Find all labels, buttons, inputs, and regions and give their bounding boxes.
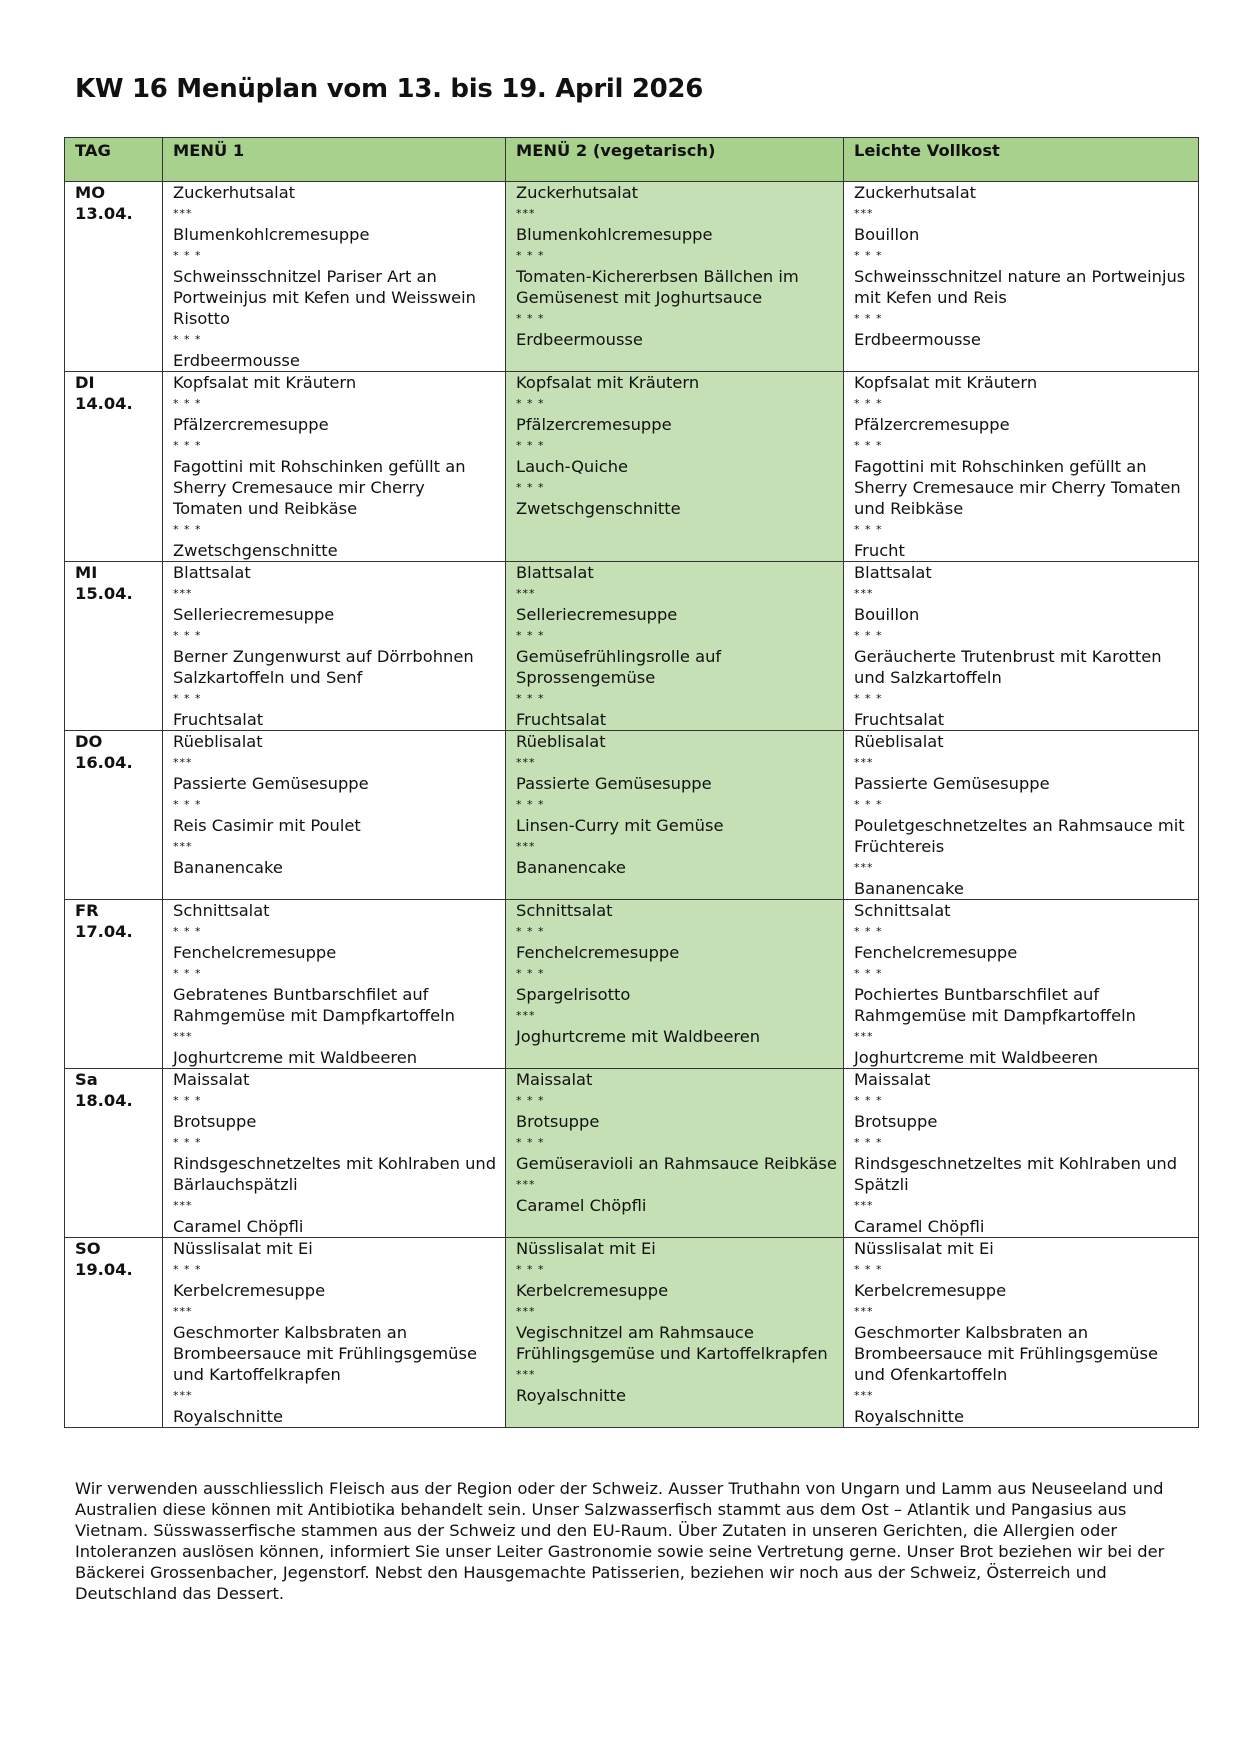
course-separator: ***: [854, 1305, 874, 1318]
day-date: 17.04.: [75, 922, 133, 941]
course-item: Zuckerhutsalat: [516, 183, 639, 202]
course-separator: * * *: [854, 925, 883, 938]
course-item: Pfälzercremesuppe: [854, 415, 1010, 434]
day-cell: [65, 1069, 163, 1238]
course-separator: * * *: [516, 397, 545, 410]
course-item: Selleriecremesuppe: [173, 605, 335, 624]
course-separator: * * *: [173, 798, 202, 811]
day-date: 14.04.: [75, 394, 133, 413]
course-separator: * * *: [516, 1136, 545, 1149]
course-item: Fagottini mit Rohschinken gefüllt an Sherry Cremesauce mir Cherry Tomaten und Reibkäse: [173, 457, 466, 518]
course-item: Zwetschgenschnitte: [173, 541, 338, 560]
course-item: Rüeblisalat: [516, 732, 606, 751]
course-item: Royalschnitte: [854, 1407, 965, 1426]
menu-cell-menu1: [163, 900, 506, 1069]
course-separator: ***: [516, 207, 536, 220]
day-date: 13.04.: [75, 204, 133, 223]
course-separator: ***: [854, 1030, 874, 1043]
course-separator: * * *: [854, 1094, 883, 1107]
course-item: Schnittsalat: [173, 901, 270, 920]
course-separator: ***: [516, 1368, 536, 1381]
menu-cell-light: [844, 900, 1199, 1069]
course-separator: * * *: [516, 967, 545, 980]
course-item: Zuckerhutsalat: [854, 183, 977, 202]
course-item: Passierte Gemüsesuppe: [516, 774, 712, 793]
header-menu2: MENÜ 2 (vegetarisch): [506, 138, 844, 182]
menu-body: [65, 182, 1199, 1428]
course-separator: ***: [516, 1305, 536, 1318]
course-separator: ***: [854, 1389, 874, 1402]
course-item: Pfälzercremesuppe: [173, 415, 329, 434]
course-item: Nüsslisalat mit Ei: [173, 1239, 313, 1258]
course-item: Schnittsalat: [516, 901, 613, 920]
course-separator: * * *: [854, 312, 883, 325]
course-separator: * * *: [854, 1263, 883, 1276]
course-item: Bouillon: [854, 605, 920, 624]
course-separator: * * *: [173, 439, 202, 452]
menu-cell-menu2: [506, 731, 844, 900]
course-separator: * * *: [173, 925, 202, 938]
course-separator: * * *: [854, 629, 883, 642]
course-separator: * * *: [173, 1263, 202, 1276]
course-item: Schweinsschnitzel nature an Portweinjus mit Kefen und Reis: [854, 267, 1186, 307]
course-separator: * * *: [516, 312, 545, 325]
course-item: Zwetschgenschnitte: [516, 499, 681, 518]
course-item: Bananencake: [516, 858, 626, 877]
course-item: Royalschnitte: [173, 1407, 284, 1426]
course-item: Brotsuppe: [516, 1112, 600, 1131]
menu-cell-menu2: [506, 372, 844, 562]
course-item: Berner Zungenwurst auf Dörrbohnen Salzkartoffeln und Senf: [173, 647, 474, 687]
course-item: Fenchelcremesuppe: [173, 943, 337, 962]
course-item: Maissalat: [516, 1070, 593, 1089]
course-separator: ***: [173, 1030, 193, 1043]
course-separator: * * *: [516, 1094, 545, 1107]
course-item: Blattsalat: [854, 563, 932, 582]
course-item: Kopfsalat mit Kräutern: [173, 373, 357, 392]
course-item: Erdbeermousse: [854, 330, 981, 349]
header-tag: TAG: [65, 138, 163, 182]
course-separator: ***: [173, 756, 193, 769]
header-row: [65, 138, 1199, 182]
menu-cell-menu1: [163, 372, 506, 562]
course-item: Gemüseravioli an Rahmsauce Reibkäse: [516, 1154, 837, 1173]
menu-cell-menu1: [163, 731, 506, 900]
course-separator: * * *: [173, 967, 202, 980]
course-item: Kerbelcremesuppe: [516, 1281, 669, 1300]
day-row: [65, 731, 1199, 900]
course-separator: ***: [173, 1389, 193, 1402]
menu-cell-light: [844, 562, 1199, 731]
course-item: Blumenkohlcremesuppe: [516, 225, 713, 244]
day-cell: [65, 1238, 163, 1428]
day-name: MO: [75, 183, 106, 202]
menu-cell-menu1: [163, 562, 506, 731]
course-item: Joghurtcreme mit Waldbeeren: [173, 1048, 418, 1067]
menu-cell-menu2: [506, 182, 844, 372]
course-separator: ***: [516, 1009, 536, 1022]
day-cell: [65, 372, 163, 562]
course-separator: ***: [516, 840, 536, 853]
course-item: Gemüsefrühlingsrolle auf Sprossengemüse: [516, 647, 722, 687]
course-separator: ***: [173, 1305, 193, 1318]
course-separator: ***: [516, 1178, 536, 1191]
menu-cell-light: [844, 1238, 1199, 1428]
course-item: Joghurtcreme mit Waldbeeren: [854, 1048, 1099, 1067]
course-item: Tomaten-Kichererbsen Bällchen im Gemüsenest mit Joghurtsauce: [516, 267, 799, 307]
course-item: Kerbelcremesuppe: [173, 1281, 326, 1300]
course-separator: * * *: [854, 439, 883, 452]
course-item: Geschmorter Kalbsbraten an Brombeersauce mit Frühlingsgemüse und Ofenkartoffeln: [854, 1323, 1158, 1384]
course-item: Fruchtsalat: [173, 710, 264, 729]
course-item: Fenchelcremesuppe: [854, 943, 1018, 962]
menu-cell-menu1: [163, 182, 506, 372]
course-item: Selleriecremesuppe: [516, 605, 678, 624]
day-name: SO: [75, 1239, 101, 1258]
course-item: Passierte Gemüsesuppe: [173, 774, 369, 793]
course-item: Zuckerhutsalat: [173, 183, 296, 202]
day-cell: [65, 182, 163, 372]
course-separator: * * *: [173, 1136, 202, 1149]
course-separator: * * *: [516, 629, 545, 642]
course-item: Joghurtcreme mit Waldbeeren: [516, 1027, 761, 1046]
course-item: Nüsslisalat mit Ei: [854, 1239, 994, 1258]
course-item: Spargelrisotto: [516, 985, 631, 1004]
course-item: Rindsgeschnetzeltes mit Kohlraben und Bärlauchspätzli: [173, 1154, 497, 1194]
day-name: MI: [75, 563, 98, 582]
course-separator: * * *: [173, 249, 202, 262]
day-row: [65, 900, 1199, 1069]
footer-note: Wir verwenden ausschliesslich Fleisch aus der Region oder der Schweiz. Ausser Truthahn von Ungarn und Lamm aus Neuseeland und Australien diese können mit Antibiotika behandelt sein. Unser Salzwasserfisch stammt aus dem Ost – Atlantik und Pangasius aus Vietnam. Süsswasserfische stammen aus der Schweiz und den EU-Raum. Über Zutaten in unseren Gerichten, die Allergien oder Intoleranzen auslösen können, informiert Sie unser Leiter Gastronomie sowie seine Vertretung gerne. Unser Brot beziehen wir bei der Bäckerei Grossenbacher, Jegenstorf. Nebst den Hausgemachte Patisserien, beziehen wir noch aus der Schweiz, Österreich und Deutschland das Dessert.: [75, 1479, 1165, 1603]
course-separator: * * *: [516, 798, 545, 811]
course-item: Blattsalat: [516, 563, 594, 582]
course-item: Geräucherte Trutenbrust mit Karotten und Salzkartoffeln: [854, 647, 1162, 687]
page-title: KW 16 Menüplan vom 13. bis 19. April 2026: [75, 74, 703, 104]
course-separator: * * *: [854, 397, 883, 410]
course-separator: ***: [173, 1199, 193, 1212]
course-item: Fruchtsalat: [854, 710, 945, 729]
course-item: Linsen-Curry mit Gemüse: [516, 816, 724, 835]
course-separator: * * *: [173, 692, 202, 705]
day-name: Sa: [75, 1070, 98, 1089]
course-separator: ***: [854, 861, 874, 874]
day-name: DI: [75, 373, 95, 392]
course-separator: ***: [854, 207, 874, 220]
course-separator: * * *: [173, 333, 202, 346]
day-cell: [65, 562, 163, 731]
course-separator: * * *: [173, 397, 202, 410]
course-item: Maissalat: [854, 1070, 931, 1089]
menu-cell-menu1: [163, 1238, 506, 1428]
menu-cell-menu1: [163, 1069, 506, 1238]
course-item: Gebratenes Buntbarschfilet auf Rahmgemüse mit Dampfkartoffeln: [173, 985, 455, 1025]
day-cell: [65, 731, 163, 900]
menu-cell-light: [844, 1069, 1199, 1238]
course-separator: ***: [173, 207, 193, 220]
course-item: Brotsuppe: [854, 1112, 938, 1131]
course-item: Frucht: [854, 541, 905, 560]
course-item: Bouillon: [854, 225, 920, 244]
course-separator: * * *: [516, 692, 545, 705]
day-date: 18.04.: [75, 1091, 133, 1110]
course-separator: * * *: [854, 1136, 883, 1149]
course-item: Brotsuppe: [173, 1112, 257, 1131]
course-separator: ***: [516, 756, 536, 769]
course-separator: ***: [173, 587, 193, 600]
course-separator: ***: [516, 587, 536, 600]
course-separator: * * *: [173, 1094, 202, 1107]
course-item: Maissalat: [173, 1070, 250, 1089]
course-separator: * * *: [854, 523, 883, 536]
menu-cell-light: [844, 372, 1199, 562]
menu-cell-menu2: [506, 1069, 844, 1238]
day-name: FR: [75, 901, 99, 920]
header-menu1: MENÜ 1: [163, 138, 506, 182]
course-separator: ***: [854, 587, 874, 600]
day-row: [65, 182, 1199, 372]
menu-table: [64, 137, 1199, 1428]
course-separator: * * *: [854, 798, 883, 811]
course-item: Vegischnitzel am Rahmsauce Frühlingsgemüse und Kartoffelkrapfen: [516, 1323, 828, 1363]
course-item: Lauch-Quiche: [516, 457, 629, 476]
course-item: Fenchelcremesuppe: [516, 943, 680, 962]
course-item: Blumenkohlcremesuppe: [173, 225, 370, 244]
course-item: Nüsslisalat mit Ei: [516, 1239, 656, 1258]
course-separator: * * *: [516, 481, 545, 494]
day-row: [65, 562, 1199, 731]
day-date: 15.04.: [75, 584, 133, 603]
course-item: Fruchtsalat: [516, 710, 607, 729]
course-item: Caramel Chöpfli: [516, 1196, 647, 1215]
course-item: Pfälzercremesuppe: [516, 415, 672, 434]
day-date: 19.04.: [75, 1260, 133, 1279]
day-name: DO: [75, 732, 103, 751]
course-item: Rüeblisalat: [173, 732, 263, 751]
course-item: Pouletgeschnetzeltes an Rahmsauce mit Früchtereis: [854, 816, 1185, 856]
menu-cell-light: [844, 182, 1199, 372]
course-item: Erdbeermousse: [516, 330, 643, 349]
course-item: Caramel Chöpfli: [173, 1217, 304, 1236]
day-row: [65, 372, 1199, 562]
course-separator: * * *: [516, 249, 545, 262]
course-item: Fagottini mit Rohschinken gefüllt an Sherry Cremesauce mir Cherry Tomaten und Reibkäse: [854, 457, 1181, 518]
course-item: Passierte Gemüsesuppe: [854, 774, 1050, 793]
day-row: [65, 1238, 1199, 1428]
day-row: [65, 1069, 1199, 1238]
menu-cell-light: [844, 731, 1199, 900]
day-date: 16.04.: [75, 753, 133, 772]
course-separator: * * *: [854, 692, 883, 705]
course-separator: * * *: [854, 967, 883, 980]
course-item: Kopfsalat mit Kräutern: [516, 373, 700, 392]
course-separator: ***: [854, 1199, 874, 1212]
course-separator: * * *: [173, 629, 202, 642]
course-separator: ***: [173, 840, 193, 853]
course-separator: * * *: [854, 249, 883, 262]
course-item: Rindsgeschnetzeltes mit Kohlraben und Spätzli: [854, 1154, 1178, 1194]
course-item: Bananencake: [173, 858, 283, 877]
menu-cell-menu2: [506, 1238, 844, 1428]
course-item: Royalschnitte: [516, 1386, 627, 1405]
course-separator: * * *: [516, 925, 545, 938]
course-item: Pochiertes Buntbarschfilet auf Rahmgemüse mit Dampfkartoffeln: [854, 985, 1136, 1025]
course-item: Geschmorter Kalbsbraten an Brombeersauce mit Frühlingsgemüse und Kartoffelkrapfen: [173, 1323, 477, 1384]
course-item: Rüeblisalat: [854, 732, 944, 751]
course-item: Kerbelcremesuppe: [854, 1281, 1007, 1300]
course-item: Caramel Chöpfli: [854, 1217, 985, 1236]
course-separator: ***: [854, 756, 874, 769]
course-item: Reis Casimir mit Poulet: [173, 816, 361, 835]
course-item: Blattsalat: [173, 563, 251, 582]
course-separator: * * *: [516, 1263, 545, 1276]
course-separator: * * *: [173, 523, 202, 536]
day-cell: [65, 900, 163, 1069]
menu-cell-menu2: [506, 562, 844, 731]
course-item: Erdbeermousse: [173, 351, 300, 370]
course-separator: * * *: [516, 439, 545, 452]
header-light: Leichte Vollkost: [844, 138, 1199, 182]
course-item: Bananencake: [854, 879, 964, 898]
course-item: Schweinsschnitzel Pariser Art an Portweinjus mit Kefen und Weisswein Risotto: [173, 267, 476, 328]
course-item: Schnittsalat: [854, 901, 951, 920]
menu-cell-menu2: [506, 900, 844, 1069]
course-item: Kopfsalat mit Kräutern: [854, 373, 1038, 392]
